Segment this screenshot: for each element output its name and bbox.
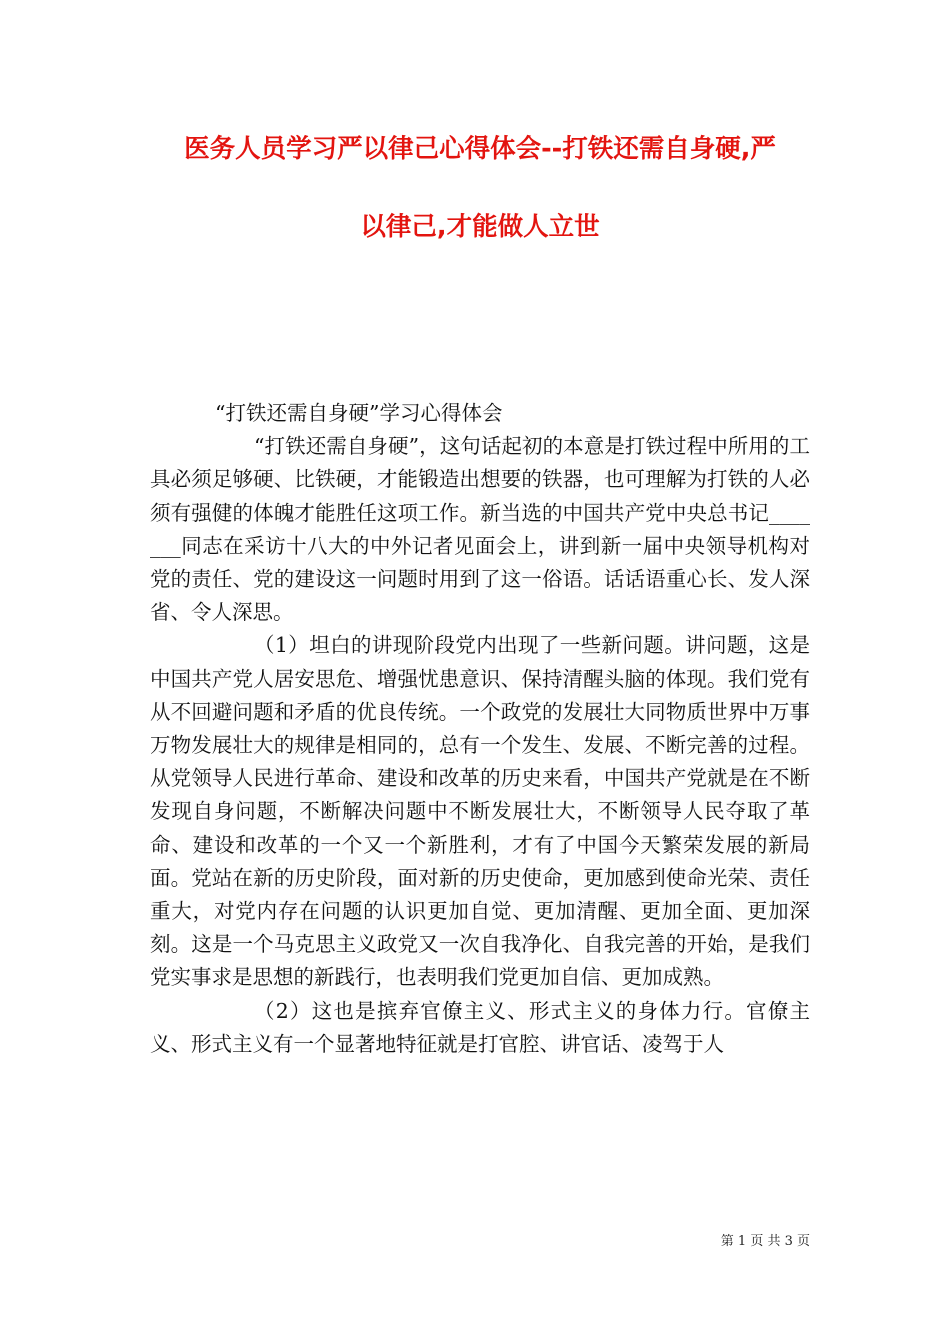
body-paragraph-1: “打铁还需自身硬”，这句话起初的本意是打铁过程中所用的工具必须足够硬、比铁硬，才能锻造出想要的铁器，也可理解为打铁的人必须有强健的体魄才能胜任这项工作。新当选的中国共产党中央总书记_______同志在采访十八大的中外记者见面会上，讲到新一届中央领导机构对党的责任、党的建设这一问题时用到了这一俗语。话话语重心长、发人深省、令人深思。 [150,434,810,625]
document-body [150,397,810,1061]
document-title-line-2: 以律己,才能做人立世 [360,212,600,242]
document-title-line-1: 医务人员学习严以律己心得体会--打铁还需自身硬,严 [184,134,776,164]
page-number-footer: 第 1 页 共 3 页 [720,1234,810,1249]
section-subtitle: “打铁还需自身硬”学习心得体会 [215,401,503,425]
body-paragraph-3: （2）这也是摈弃官僚主义、形式主义的身体力行。官僚主义、形式主义有一个显著地特征就是打官腔、讲官话、凌驾于人 [150,998,810,1056]
body-paragraph-2: （1）坦白的讲现阶段党内出现了一些新问题。讲问题，这是中国共产党人居安思危、增强忧患意识、保持清醒头脑的体现。我们党有从不回避问题和矛盾的优良传统。一个政党的发展壮大同物质世界中万事万物发展壮大的规律是相同的，总有一个发生、发展、不断完善的过程。从党领导人民进行革命、建设和改革的历史来看，中国共产党就是在不断发现自身问题，不断解决问题中不断发展壮大，不断领导人民夺取了革命、建设和改革的一个又一个新胜利，才有了中国今天繁荣发展的新局面。党站在新的历史阶段，面对新的历史使命，更加感到使命光荣、责任重大，对党内存在问题的认识更加自觉、更加清醒、更加全面、更加深刻。这是一个马克思主义政党又一次自我净化、自我完善的开始，是我们党实事求是思想的新践行，也表明我们党更加自信、更加成熟。 [150,633,810,990]
